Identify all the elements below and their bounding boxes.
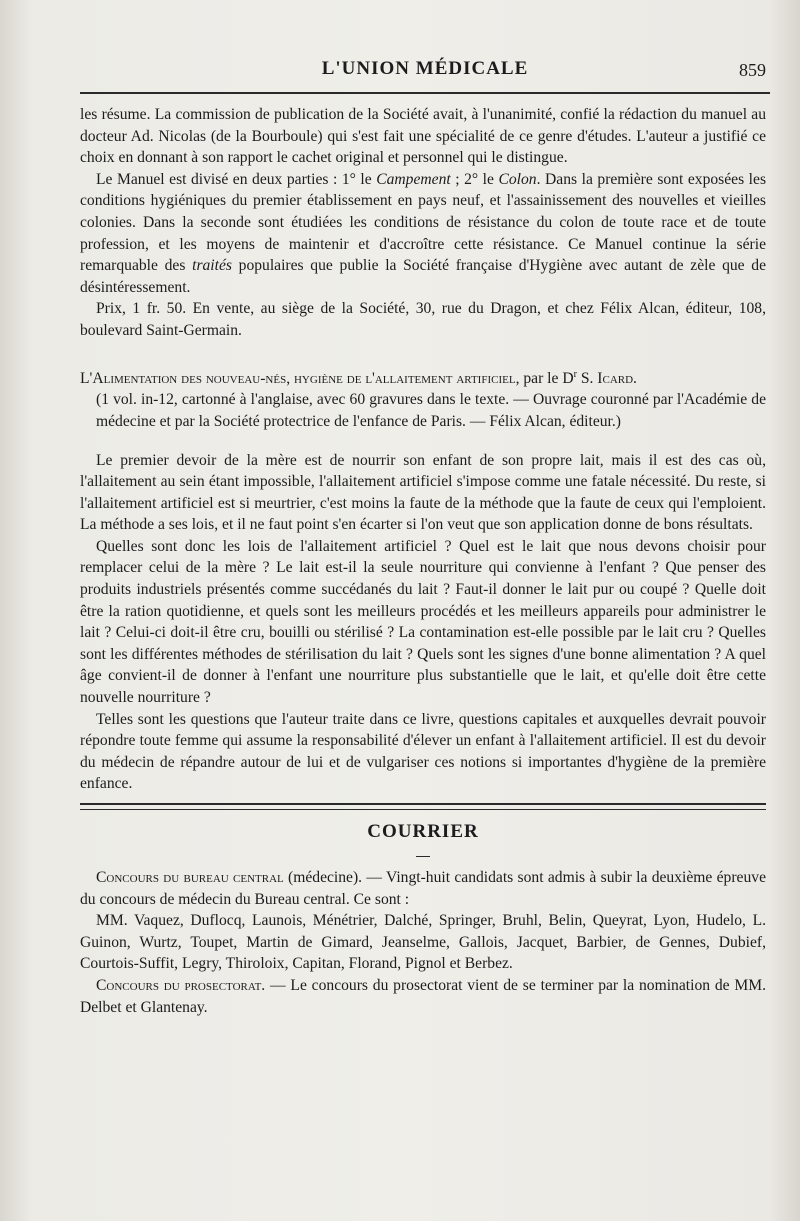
review2-paragraph-1: Le premier devoir de la mère est de nourrir son enfant de son propre lait, mais il est des cas où, l'allaitement au sein étant impossible, l'allaitement artificiel s'impose comme une fatale nécessité. Du reste, si l'allaitement artificiel est si meurtrier, c'est moins la faute de la méthode que la faute de ceux qui l'emploient. La méthode a ses lois, et il ne faut point s'en écarter si l'on veut que son application donne de bons résultats. [80, 451, 766, 534]
section-title-courrier: COURRIER [367, 821, 479, 842]
courrier-item-1-names: MM. Vaquez, Duflocq, Launois, Ménétrier, Dalché, Springer, Bruhl, Belin, Queyrat, Lyon, Hudelo, L. Guinon, Wurtz, Toupet, Martin de Gimard, Jeanselme, Gallois, Jacquet, Barbier, de Gennes, Dubief, Courtois-Suffit, Legry, Thiroloix, Capitan, Florand, Pignol et Berbez. [80, 912, 766, 973]
review2-paragraph-2: Quelles sont donc les lois de l'allaitement artificiel ? Quel est le lait que nous devons choisir pour remplacer celui de la mère ? Le lait est-il la seule nourriture qui convienne à l'enfant ? Que penser des produits industriels présentés comme succédanés du lait ? Faut-il donner le lait pur ou coupé ? Quelle doit être la ration quotidienne, et quels sont les meilleurs procédés et les meilleurs appareils pour administrer le lait ? Celui-ci doit-il être cru, bouilli ou stérilisé ? La contamination est-elle possible par le lait cru ? Quelles sont les différentes méthodes de stérilisation du lait ? Quels sont les signes d'une bonne alimentation ? A quel âge convient-il de donner à l'enfant une nourriture plus substantielle que le lait, et qu'elle doit être cette nouvelle nourriture ? [80, 537, 766, 707]
page-header [80, 58, 770, 88]
spacer [80, 433, 766, 450]
review1-p2-g: populaires que publie la Société française d'Hygiène avec autant de zèle que de désintéressement. [80, 257, 766, 296]
review1-p2-a: Le Manuel est divisé en deux parties : 1° le [96, 170, 377, 188]
courrier-item-2 [80, 975, 766, 1018]
courrier-item-1 [80, 867, 766, 910]
review1-p2-c: ; 2° le [450, 170, 499, 188]
review1-paragraph-3: Prix, 1 fr. 50. En vente, au siège de la Société, 30, rue du Dragon, et chez Félix Alcan, éditeur, 108, boulevard Saint-Germain. [80, 300, 766, 339]
spacer [80, 342, 766, 364]
courrier-item-1-text: (médecine). — Vingt-huit candidats sont admis à subir la deuxième épreuve du concours de médecin du Bureau central. Ce sont : [80, 869, 766, 908]
review2-title: L'Alimentation des nouveau-nés, hygiène de l'allaitement artificiel, [80, 369, 520, 387]
review1-p2-colon: Colon [498, 170, 537, 188]
header-rule [80, 92, 770, 94]
courrier-item-2-text: — Le concours du prosectorat vient de se terminer par la nomination de MM. Delbet et Glantenay. [80, 976, 767, 1016]
page-number: 859 [739, 60, 766, 80]
review2-author-sup: r [573, 368, 577, 380]
review1-paragraph-2 [80, 169, 766, 299]
review1-paragraph-1: les résume. La commission de publication de la Société avait, à l'unanimité, confié la rédaction du manuel au docteur Ad. Nicolas (de la Bourboule) qui s'est fait une spécialité de ce genre d'études. L'auteur a justifié ce choix en donnant à son rapport le cachet original et personnel qui le distingue. [80, 106, 766, 167]
review2-heading [80, 364, 766, 390]
section-dash [416, 856, 430, 857]
page-body [80, 104, 766, 1018]
review2-bibliography: (1 vol. in-12, cartonné à l'anglaise, avec 60 gravures dans le texte. — Ouvrage couronné par l'Académie de médecine et par la Société protectrice de l'enfance de Paris. — Félix Alcan, éditeur.) [96, 391, 766, 430]
review1-p2-traites: traités [192, 257, 232, 275]
review1-p2-campement: Campement [376, 170, 451, 188]
running-title: L'UNION MÉDICALE [321, 58, 529, 79]
courrier-item-2-title: Concours du prosectorat. [96, 976, 266, 994]
section-rule [80, 803, 766, 810]
review2-author-prefix: par le D [519, 369, 574, 387]
review2-author-name: S. Icard. [576, 369, 637, 387]
review1-p2-e: . Dans la première sont exposées les conditions hygiéniques du premier établissement en pays neuf, et l'assainissement des nouvelles et vieilles colonies. Dans la seconde sont étudiées les conditions de résistance du colon de toute race et de toute profession, et les moyens de maintenir et d'accroître cette résistance. Ce Manuel continue la série remarquable des [80, 170, 767, 275]
courrier-item-1-title: Concours du bureau central [96, 869, 284, 886]
review2-paragraph-3: Telles sont les questions que l'auteur traite dans ce livre, questions capitales et auxquelles devrait pouvoir répondre toute femme qui assume la responsabilité d'élever un enfant à l'allaitement artificiel. Il est du devoir du médecin de répandre autour de lui et de vulgariser ces notions si importantes d'hygiène de la première enfance. [80, 710, 766, 793]
